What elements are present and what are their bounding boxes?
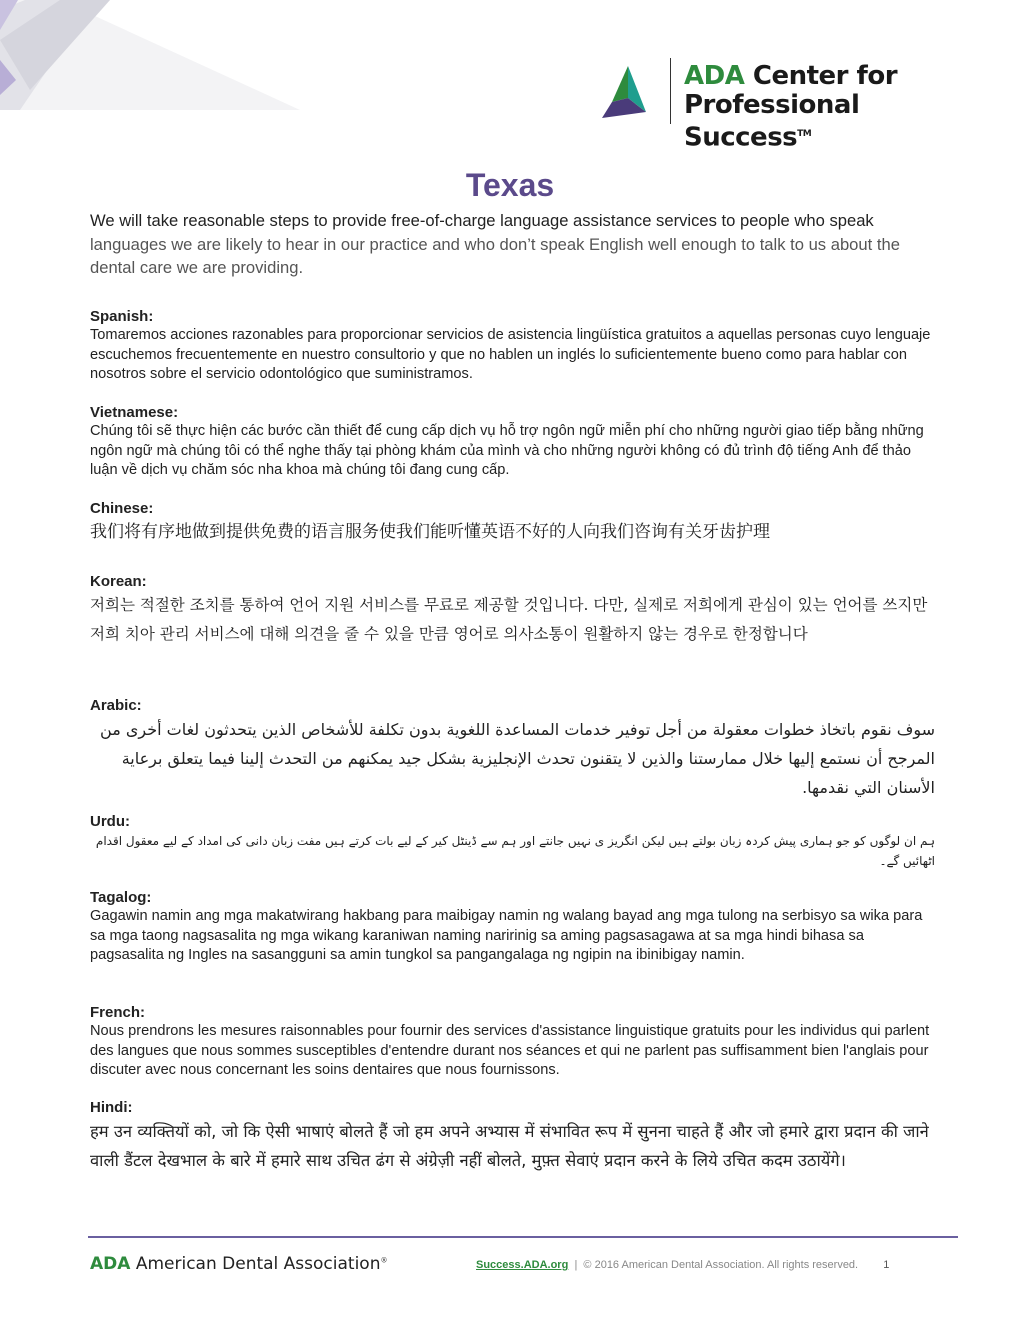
logo-line1: Center for: [752, 61, 898, 91]
footer-org: American Dental Association: [135, 1254, 381, 1274]
section-label: Chinese:: [90, 500, 154, 517]
footer-ada: ADA: [90, 1254, 131, 1274]
section-tagalog: [90, 889, 935, 966]
section-text: Gagawin namin ang mga makatwirang hakbang para maibigay namin ng walang bayad ang mga tulong na serbisyo sa wika para sa mga taong nagsasalita ng mga wikang karaniwan naming naririnig sa aming pagsasagawa at sa mga hindi bihasa sa pagsasalita ng Ingles na sasangguni sa amin tungkol sa pangangalaga ng ngipin na ibinibigay namin.: [90, 908, 923, 963]
logo-ada: ADA: [684, 61, 745, 91]
triangle-logo-icon: [598, 62, 662, 122]
section-label: Spanish:: [90, 308, 154, 325]
footer-ada-logo: [90, 1254, 387, 1274]
logo-tm: TM: [797, 129, 812, 139]
logo-divider: [670, 58, 671, 124]
section-label: Hindi:: [90, 1099, 133, 1116]
section-label: Tagalog:: [90, 889, 152, 906]
section-label: Korean:: [90, 573, 147, 590]
footer-rule: [88, 1236, 958, 1238]
section-text: ہم ان لوگوں کو جو ہماری پیش کردہ زبان بولتے ہیں لیکن انگریز ی نہیں جانتے اور ہم سے ڈینٹل کیر کے لیے بات کرتے ہیں مفت زبان دانی کی امداد کے لیے معقول اقدام اٹھائیں گے۔: [95, 834, 935, 868]
section-label: Arabic:: [90, 697, 142, 714]
section-chinese: [90, 500, 935, 546]
page-number: 1: [883, 1259, 890, 1271]
section-arabic: [90, 697, 935, 802]
footer-link[interactable]: Success.ADA.org: [476, 1259, 569, 1271]
footer-separator: |: [574, 1259, 578, 1271]
section-text: Nous prendrons les mesures raisonnables pour fournir des services d'assistance linguistique gratuits pour les individus qui parlent des langues que nous sommes susceptibles d'entendre durant nos séances et qui ne parlent pas suffisamment bien l'anglais pour discuter avec nous concernant les soins dentaires que nous fournissons.: [90, 1023, 930, 1078]
section-korean: [90, 573, 935, 648]
footer-reg: ®: [380, 1256, 388, 1265]
section-label: Urdu:: [90, 813, 130, 830]
section-text: 我们将有序地做到提供免费的语言服务使我们能听懂英语不好的人向我们咨询有关牙齿护理: [90, 522, 770, 542]
section-label: Vietnamese:: [90, 404, 179, 421]
footer-copyright: © 2016 American Dental Association. All rights reserved.: [583, 1259, 859, 1271]
section-text: Tomaremos acciones razonables para proporcionar servicios de asistencia lingüística gratuitos a aquellas personas cuyo lenguaje escuchemos frecuentemente en nuestro consultorio y que no hablen un inglés lo suficientemente bueno como para hablar con nosotros sobre el servicio odontológico que suministramos.: [90, 327, 931, 382]
ada-cps-logo: [598, 58, 978, 153]
intro-paragraph: [90, 209, 930, 280]
section-french: [90, 1004, 935, 1081]
footer-info: [476, 1259, 889, 1271]
intro-part1: We will take reasonable steps to provide free-of-charge language assistance services to people who speak: [90, 211, 874, 230]
section-label: French:: [90, 1004, 146, 1021]
section-urdu: [90, 813, 935, 871]
corner-decoration: [0, 0, 300, 110]
section-vietnamese: [90, 404, 935, 481]
page-title: Texas: [465, 167, 555, 203]
logo-line2: Professional Success: [684, 90, 860, 153]
section-hindi: [90, 1099, 935, 1175]
section-text: سوف نقوم باتخاذ خطوات معقولة من أجل توفير خدمات المساعدة اللغوية بدون تكلفة للأشخاص الذين يتحدثون لغات أخرى من المرجح أن نستمع إليها خلال ممارستنا والذين لا يتقنون تحدث الإنجليزية بشكل جيد يمكنهم من التحدث إلينا فيما يتعلق برعاية الأسنان التي نقدمها.: [100, 720, 935, 797]
section-text: हम उन व्यक्तियों को, जो कि ऐसी भाषाएं बोलते हैं जो हम अपने अभ्यास में संभावित रूप में सुनना चाहते हैं और जो हमारे द्वारा प्रदान की जाने वाली डैंटल देखभाल के बारे में हमारे साथ उचित ढंग से अंग्रेज़ी नहीं बोलते, मुफ़्त सेवाएं प्रदान करने के लिये उचित कदम उठायेंगे।: [90, 1122, 929, 1170]
intro-part2: languages we are likely to hear in our practice and who don’t speak English well enough to talk to us about the dental care we are providing.: [90, 234, 900, 277]
section-spanish: [90, 308, 935, 385]
section-text: Chúng tôi sẽ thực hiện các bước cần thiết để cung cấp dịch vụ hỗ trợ ngôn ngữ miễn phí cho những người giao tiếp bằng những ngôn ngữ mà chúng tôi có thể nghe thấy tại phòng khám của mình và cho những người không có đủ trình độ tiếng Anh để thảo luận về dịch vụ chăm sóc nha khoa mà chúng tôi đang cung cấp.: [90, 423, 924, 478]
section-text: 저희는 적절한 조치를 통하여 언어 지원 서비스를 무료로 제공할 것입니다. 다만, 실제로 저희에게 관심이 있는 언어를 쓰지만 저희 치아 관리 서비스에 대해 의견을 줄 수 있을 만큼 영어로 의사소통이 원활하지 않는 경우로 한정합니다: [90, 596, 928, 643]
logo-text: [684, 62, 978, 153]
